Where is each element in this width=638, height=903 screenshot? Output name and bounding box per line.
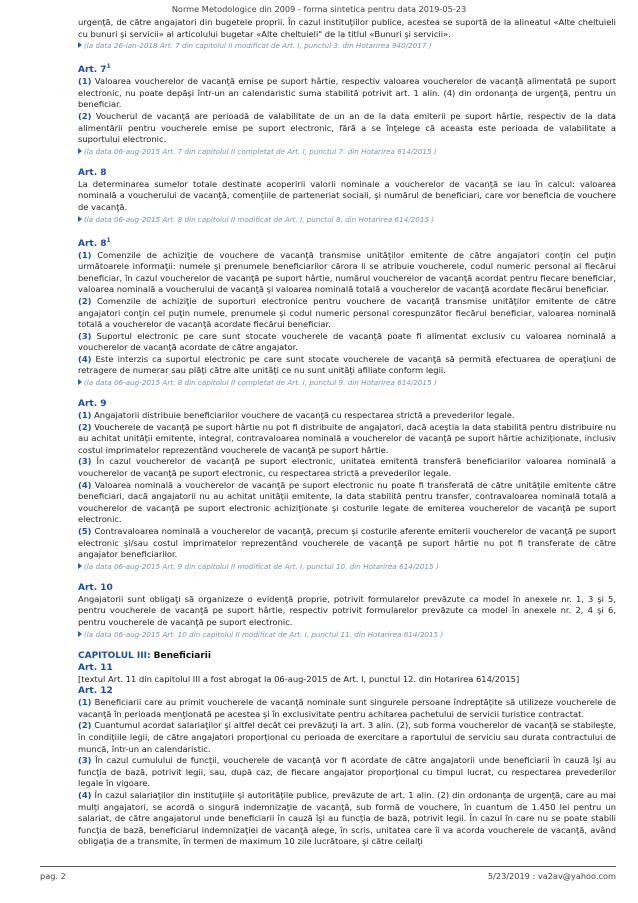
paragraph: (2) Comenzile de achiziţie de suporturi electronice pentru vouchere de vacanţă transmise unităţilor emitente de către angajatori conţin cel puţin numele, prenumele şi codul numeric personal corespunzător fiecărui beneficiar, valoarea nominală totală a voucherelor de vacanţă acordate fiecărui beneficiar. [78,295,616,330]
amendment-note-text: (la data 06-aug-2015 Art. 8 din capitolul II completat de Art. I, punctul 9. din Hotarirea 614/2015 ) [84,378,437,388]
triangle-marker-icon [78,631,82,637]
paragraph: (4) În cazul salariaţilor din instituţiile şi autorităţile publice, prevăzute de art. 1 alin. (2) din ordonanţa de urgenţă, care au mai mulţi angajatori, se acordă o singură indemnizaţie de vacanţă, sub formă de vouchere, în cuantum de 1.450 lei pentru un salariat, de către angajatorul unde beneficiarii în cauză îşi au funcţia de bază, potrivit legii. În cazul în care nu se poate stabili funcţia de bază, beneficiarul indemnizaţiei de vacanţă alege, în scris, unitatea care îi va acorda voucherele de vacanţă, având obligaţia de a transmite, în termen de maximum 10 zile lucrătoare, şi către ceilalţi [78,789,616,847]
amendment-note-text: (la data 26-ian-2018 Art. 7 din capitolul II modificat de Art. I, punctul 3. din Hotarirea 940/2017 ) [84,41,432,51]
amendment-note-text: (la data 06-aug-2015 Art. 10 din capitolul II modificat de Art. I, punctul 11. din Hotarirea 614/2015 ) [84,629,444,639]
amendment-note[interactable] [78,561,616,572]
article-heading: Art. 9 [78,399,107,410]
footer-date-email: 5/23/2019 : va2av@yahoo.com [487,871,616,881]
amendment-note[interactable] [78,146,616,157]
triangle-marker-icon [78,216,82,222]
amendment-note-text: (la data 06-aug-2015 Art. 7 din capitolul II completat de Art. I, punctul 7. din Hotarirea 614/2015 ) [84,146,437,156]
paragraph: (5) Contravaloarea nominală a voucherelor de vacanţă, precum şi costurile aferente emiterii voucherelor de vacanţă pe suport electronic şi/sau costul imprimatelor reprezentând voucherele de vacanţă pe suport hârtie nu pot fi transferate de către angajator beneficiarilor. [78,526,616,560]
paragraph: (4) Valoarea nominală a voucherelor de vacanţă pe suport electronic nu poate fi transferată de către unităţile emitente către beneficiari, dacă angajatorii nu au achitat unităţii emitente, la data stabilită pentru transfer, contravaloarea nominală totală a voucherelor de vacanţă pe suport electronic achiziţionate şi costurile legate de emiterea voucherelor de vacanţă pe suport electronic. [78,479,616,525]
paragraph: Angajatorii sunt obligaţi să organizeze o evidenţă proprie, potrivit formularelor prevăzute ca model în anexele nr. 1, 3 şi 5, pentru voucherele de vacanţă pe suport hârtie, respectiv potrivit formularelor prevăzute ca model în anexele nr. 2, 4 şi 6, pentru voucherele de vacanţă pe suport electronic. [78,593,616,627]
article-heading: Art. 8 [78,167,107,178]
paragraph: (2) Voucherele de vacanţă pe suport hârtie nu pot fi distribuite de angajatori, dacă aceştia la data stabilită pentru distribuire nu au achitat unităţii emitente, integral, contravaloarea nominală a voucherelor de vacanţă pe suport hârtie achiziţionate, inclusiv costul imprimatelor reprezentând voucherele de vacanţă pe suport hârtie. [78,421,616,455]
article-heading: Art. 10 [78,582,113,593]
article-heading: Art. $7^1$ [78,63,111,76]
triangle-marker-icon [78,148,82,154]
amendment-note-text: (la data 06-aug-2015 Art. 8 din capitolul II modificat de Art. I, punctul 8. din Hotarirea 614/2015 ) [84,214,435,224]
paragraph: (1) Angajatorii distribuie beneficiarilor vouchere de vacanţă cu respectarea strictă a prevederilor legale. [78,410,515,421]
paragraph: (4) Este interzis ca suportul electronic pe care sunt stocate voucherele de vacanţă să permită efectuarea de operaţiuni de retragere de numerar sau plăţi către alte unităţi ce nu sunt unităţi afiliate conform legii. [78,353,616,376]
paragraph: (1) Beneficiarii care au primit voucherele de vacanţă nominale sunt singurele persoane îndreptăţite să utilizeze voucherele de vacanţă în perioada menţionată pe acestea şi în exclusivitate pentru achitarea pachetului de servicii turistice contractat. [78,697,616,719]
amendment-note[interactable] [78,377,616,388]
triangle-marker-icon [78,563,82,569]
paragraph: (3) În cazul voucherelor de vacanţă pe suport electronic, unitatea emitentă transferă beneficiarilor valoarea nominală a voucherelor de vacanţă pe suport electronic, cu respectarea strictă a prevederilor legale. [78,456,616,479]
page-number: pag. 2 [40,871,66,881]
paragraph: (2) Cuantumul acordat salariaţilor şi altfel decât cei prevăzuţi la art. 3 alin. (2), sub forma voucherelor de vacanţă se stabileşte, în condiţiile legii, de către angajatori proporţional cu perioada de exercitare a raportului de serviciu sau durata contractului de muncă, într-un an calendaristic. [78,720,616,754]
amendment-note[interactable] [78,629,616,640]
footer-divider [40,866,616,867]
amendment-note[interactable] [78,214,616,225]
amendment-note[interactable] [78,40,616,51]
paragraph: (2) Voucherul de vacanţă are perioadă de valabilitate de un an de la data emiterii pe suport hârtie, respectiv de la data alimentării pentru voucherele emise pe suport electronic, fără a se înţelege că aceasta este perioada de valabilitate a suportului electronic. [78,110,616,145]
article-heading: Art. $8^1$ [78,236,111,249]
triangle-marker-icon [78,379,82,385]
amendment-note-text: (la data 06-aug-2015 Art. 9 din capitolul II modificat de Art. I, punctul 10. din Hotarirea 614/2015 ) [84,561,439,571]
paragraph: (3) Suportul electronic pe care sunt stocate voucherele de vacanţă poate fi alimentat exclusiv cu valoarea nominală a voucherelor de vacanţă acordate de către angajator. [78,330,616,353]
intro-paragraph: urgenţă, de către angajatori din bugetele proprii. În cazul instituţiilor publice, acestea se suportă de la alineatul «Alte cheltuieli cu bunuri şi servicii» al articolului bugetar «Alte cheltuieli" de la titlul «Bunuri şi servicii». [78,17,616,39]
paragraph: (3) În cazul cumulului de funcţii, voucherele de vacanţă vor fi acordate de către angajatorii unde beneficiarii în cauză îşi au funcţia de bază, potrivit legii, sau, după caz, de fiecare angajator proporţional cu timpul lucrat, cu respectarea prevederilor legale în vigoare. [78,755,616,789]
paragraph: (1) Comenzile de achiziţie de vouchere de vacanţă transmise unităţilor emitente de către angajatori conţin cel puţin următoarele informaţii: numele şi prenumele beneficiarilor cărora li se atribuie voucherele, codul numeric personal al fiecărui beneficiar, în cazul voucherelor de vacanţă pe suport hârtie, numărul voucherelor de vacanţă acordat pentru fiecare beneficiar, valoarea nominală a voucherului de vacanţă şi valoarea nominală totală a voucherelor de vacanţă acordate fiecărui beneficiar. [78,249,616,295]
article-heading: Art. 12 [78,686,113,697]
paragraph: [textul Art. 11 din capitolul III a fost abrogat la 06-aug-2015 de Art. I, punctul 12. din Hotarirea 614/2015] [78,673,520,684]
triangle-marker-icon [78,42,82,48]
document-body [78,17,616,848]
paragraph: La determinarea sumelor totale destinate acoperirii valorii nominale a voucherelor de vacanţă se iau în calcul: valoarea nominală a voucherului de vacanţă, comenţiile de parteneriat sociali, şi numărul de beneficiari, care vor beneficia de vouchere de vacanţă. [78,178,616,212]
chapter-heading: CAPITOLUL III: Beneficiarii [78,650,211,661]
article-heading: Art. 11 [78,662,113,673]
paragraph: (1) Valoarea voucherelor de vacanţă emise pe suport hârtie, respectiv valoarea voucherelor de vacanţă alimentată pe suport electronic, nu poate depăşi într-un an calendaristic suma stabilită potrivit art. 1 alin. (4) din ordonanţa de urgenţă, pentru un beneficiar. [78,76,616,110]
page-header: Norme Metodologice din 2009 - forma sintetica pentru data 2019-05-23 [171,4,467,14]
